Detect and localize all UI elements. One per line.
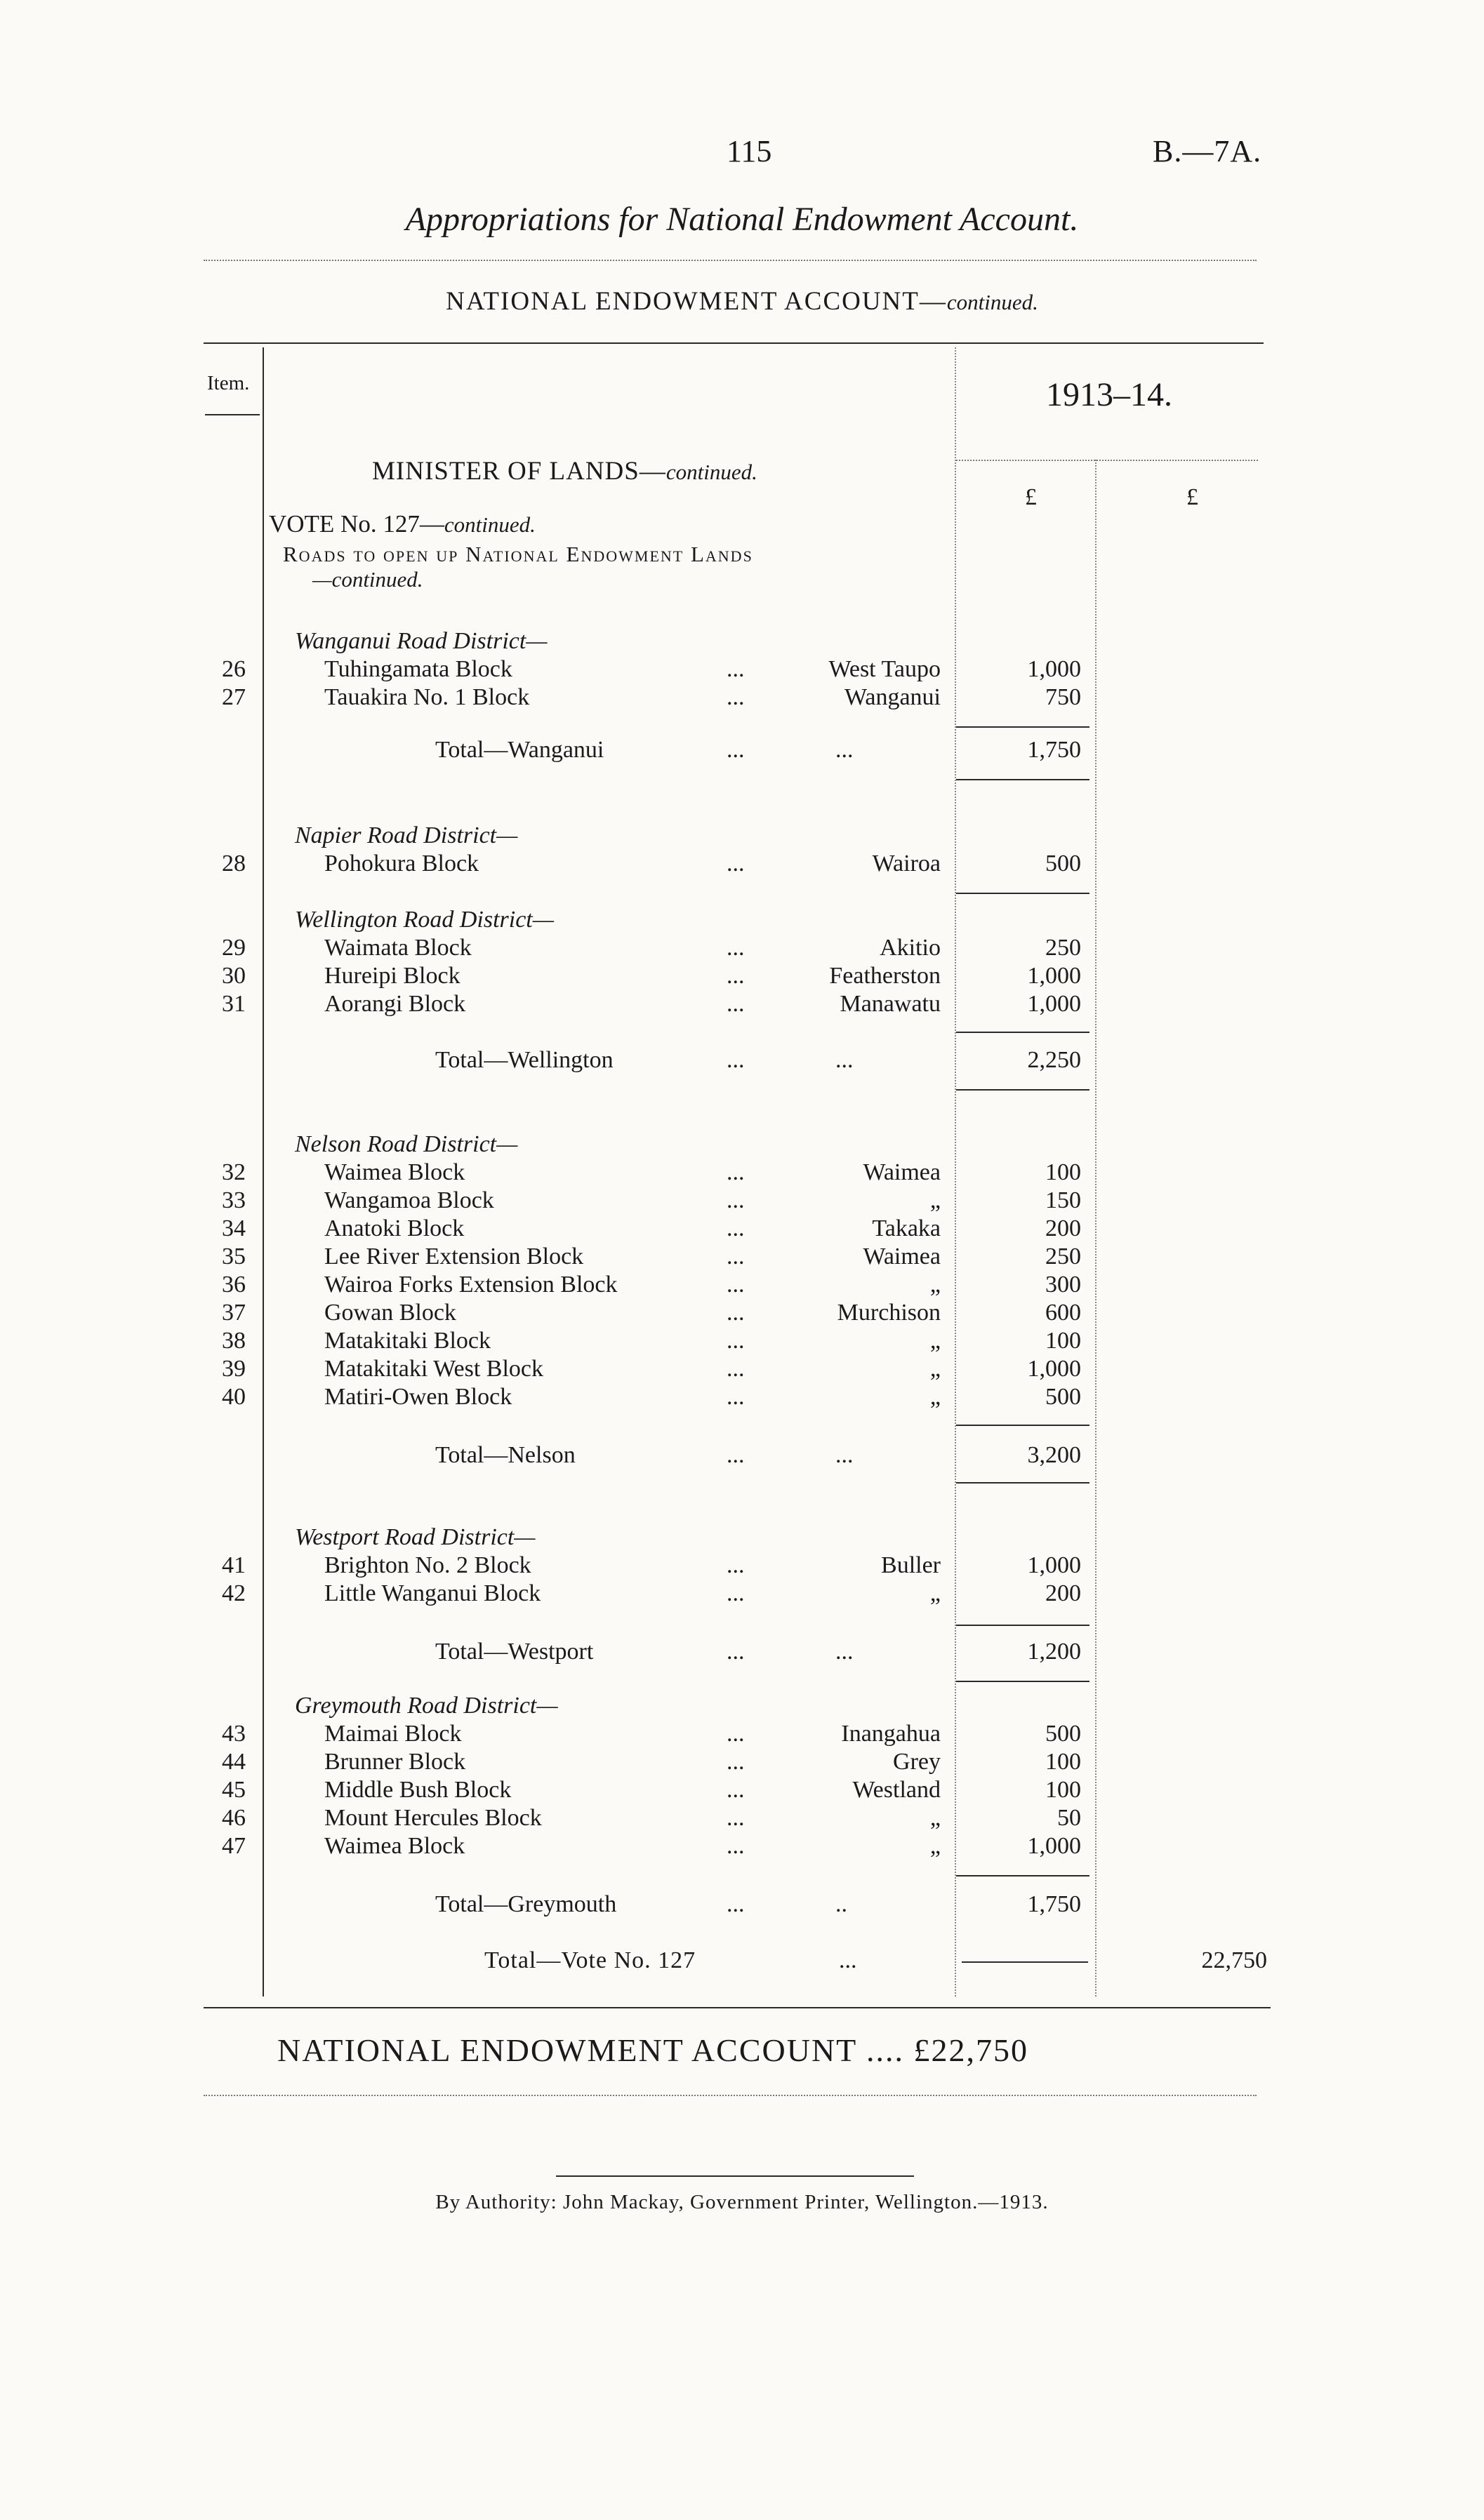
place-name: Takaka — [872, 1215, 941, 1241]
page-number: 115 — [727, 134, 772, 168]
item-number: 45 — [222, 1777, 246, 1803]
item-number: 41 — [222, 1552, 246, 1578]
place-name: Westland — [852, 1777, 941, 1803]
total-rule — [956, 1089, 1089, 1091]
place-name: „ — [929, 1272, 941, 1298]
item-number: 47 — [222, 1833, 246, 1859]
account-total: NATIONAL ENDOWMENT ACCOUNT .... £22,750 — [277, 2032, 1028, 2068]
place-name: „ — [929, 1805, 941, 1831]
currency-header-1: £ — [1025, 484, 1037, 510]
district-total: 1,750 — [1027, 1891, 1081, 1917]
district-total: 1,750 — [1027, 737, 1081, 763]
subtotal-rule — [956, 1625, 1089, 1626]
place-name: Akitio — [880, 935, 941, 961]
leader-dots: ... — [835, 1639, 854, 1665]
place-name: Inangahua — [841, 1721, 941, 1747]
total-rule — [956, 1681, 1089, 1682]
district-total: 1,200 — [1027, 1639, 1081, 1665]
block-name: Matakitaki Block — [324, 1328, 491, 1354]
item-number: 38 — [222, 1328, 246, 1354]
section-title-suffix: continued. — [946, 290, 1038, 314]
amount: 500 — [1045, 1384, 1081, 1410]
leader-dots: ... — [727, 963, 745, 989]
item-number: 34 — [222, 1215, 246, 1241]
document-reference: B.—7A. — [1153, 134, 1262, 168]
vote-total-label: Total—Vote No. 127 — [484, 1947, 696, 1973]
item-number: 27 — [222, 684, 246, 710]
section-title — [0, 286, 1484, 316]
amount: 500 — [1045, 1721, 1081, 1747]
district-heading: Wellington Road District— — [295, 907, 554, 933]
leader-dots: ... — [727, 1891, 745, 1917]
vote-total-amount: 22,750 — [1201, 1947, 1267, 1973]
leader-dots: ... — [727, 656, 745, 682]
district-total-label: Total—Nelson — [435, 1442, 576, 1468]
leader-dots: ... — [727, 1300, 745, 1326]
place-name: „ — [929, 1384, 941, 1410]
amount: 1,000 — [1027, 963, 1081, 989]
district-total-label: Total—Wanganui — [435, 737, 604, 763]
place-name: „ — [929, 1328, 941, 1354]
place-name: „ — [929, 1833, 941, 1859]
block-name: Little Wanganui Block — [324, 1580, 541, 1606]
place-name: „ — [929, 1187, 941, 1213]
district-heading: Wanganui Road District— — [295, 628, 548, 654]
table-bottom-rule — [204, 2007, 1271, 2008]
leader-dots: ... — [727, 684, 745, 710]
place-name: Wairoa — [872, 851, 941, 876]
amount: 100 — [1045, 1777, 1081, 1803]
year-head-rule — [956, 460, 1258, 461]
authority-rule — [556, 2175, 914, 2177]
district-heading: Greymouth Road District— — [295, 1693, 558, 1719]
total-rule — [956, 893, 1089, 894]
district-heading: Napier Road District— — [295, 822, 518, 848]
amount: 100 — [1045, 1159, 1081, 1185]
amount: 1,000 — [1027, 656, 1081, 682]
place-name: Murchison — [837, 1300, 941, 1326]
leader-dots: ... — [835, 1442, 854, 1468]
amount: 100 — [1045, 1749, 1081, 1775]
amount: 1,000 — [1027, 991, 1081, 1017]
subtotal-rule — [956, 726, 1089, 728]
amount: 1,000 — [1027, 1552, 1081, 1578]
amount: 100 — [1045, 1328, 1081, 1354]
place-name: Buller — [881, 1552, 941, 1578]
amount: 150 — [1045, 1187, 1081, 1213]
block-name: Matiri-Owen Block — [324, 1384, 512, 1410]
block-name: Maimai Block — [324, 1721, 462, 1747]
leader-dots: ... — [727, 1805, 745, 1831]
item-number: 40 — [222, 1384, 246, 1410]
item-number: 46 — [222, 1805, 246, 1831]
amount: 1,000 — [1027, 1356, 1081, 1382]
district-total-label: Total—Wellington — [435, 1047, 614, 1073]
vote-title: VOTE No. 127— — [269, 510, 444, 538]
leader-dots: ... — [727, 935, 745, 961]
block-name: Brunner Block — [324, 1749, 466, 1775]
district-total: 3,200 — [1027, 1442, 1081, 1468]
amount: 300 — [1045, 1272, 1081, 1298]
leader-dots: ... — [727, 1442, 745, 1468]
minister-title: MINISTER OF LANDS— — [372, 457, 666, 486]
leader-dots: ... — [835, 737, 854, 763]
place-name: West Taupo — [828, 656, 941, 682]
item-number: 36 — [222, 1272, 246, 1298]
title-rule — [204, 260, 1257, 261]
year-header: 1913–14. — [1046, 376, 1172, 413]
currency-header-2: £ — [1186, 484, 1198, 510]
place-name: „ — [929, 1580, 941, 1606]
place-name: Grey — [893, 1749, 941, 1775]
item-number: 26 — [222, 656, 246, 682]
amount: 250 — [1045, 935, 1081, 961]
place-name: Waimea — [863, 1159, 941, 1185]
leader-dots: ... — [727, 737, 745, 763]
district-total-label: Total—Westport — [435, 1639, 594, 1665]
vote-title-suffix: continued. — [444, 512, 536, 537]
total-rule — [956, 1482, 1089, 1484]
subhead-line-2: —continued. — [312, 567, 423, 592]
leader-dots: ... — [727, 1356, 745, 1382]
amount: 1,000 — [1027, 1833, 1081, 1859]
leader-dots: ... — [727, 1187, 745, 1213]
district-heading: Westport Road District— — [295, 1524, 536, 1550]
item-number: 37 — [222, 1300, 246, 1326]
block-name: Waimea Block — [324, 1833, 465, 1859]
item-number: 42 — [222, 1580, 246, 1606]
leader-dots: .. — [835, 1891, 847, 1917]
item-number: 39 — [222, 1356, 246, 1382]
page-title: Appropriations for National Endowment Account. — [405, 201, 1079, 238]
block-name: Middle Bush Block — [324, 1777, 512, 1803]
block-name: Gowan Block — [324, 1300, 456, 1326]
item-number: 31 — [222, 991, 246, 1017]
item-number: 28 — [222, 851, 246, 876]
leader-dots: ... — [727, 851, 745, 876]
subtotal-rule — [956, 1032, 1089, 1033]
leader-dots: ... — [727, 1384, 745, 1410]
total-rule — [956, 779, 1089, 780]
block-name: Mount Hercules Block — [324, 1805, 542, 1831]
leader-dots: ... — [727, 1552, 745, 1578]
block-name: Pohokura Block — [324, 851, 479, 876]
amount: 600 — [1045, 1300, 1081, 1326]
leader-dots: ... — [727, 1215, 745, 1241]
amount: 200 — [1045, 1580, 1081, 1606]
section-title-text: NATIONAL ENDOWMENT ACCOUNT— — [446, 287, 947, 316]
item-number: 29 — [222, 935, 246, 961]
leader-dots: ... — [727, 1749, 745, 1775]
leader-dots: ... — [835, 1047, 854, 1073]
leader-dots: ... — [727, 1721, 745, 1747]
subtotal-rule — [956, 1425, 1089, 1426]
place-name: Featherston — [829, 963, 941, 989]
district-heading: Nelson Road District— — [295, 1131, 518, 1157]
block-name: Matakitaki West Block — [324, 1356, 544, 1382]
leader-dots: ... — [727, 991, 745, 1017]
printer-authority: By Authority: John Mackay, Government Printer, Wellington.—1913. — [435, 2191, 1049, 2213]
place-name: Manawatu — [840, 991, 941, 1017]
leader-dots: ... — [727, 1833, 745, 1859]
block-name: Aorangi Block — [324, 991, 466, 1017]
block-name: Anatoki Block — [324, 1215, 465, 1241]
amount: 50 — [1057, 1805, 1081, 1831]
amount: 500 — [1045, 851, 1081, 876]
block-name: Lee River Extension Block — [324, 1244, 584, 1269]
amount: 250 — [1045, 1244, 1081, 1269]
vote-total-dash — [962, 1961, 1088, 1963]
block-name: Wangamoa Block — [324, 1187, 494, 1213]
amount: 200 — [1045, 1215, 1081, 1241]
item-column-header: Item. — [207, 372, 250, 394]
item-number: 32 — [222, 1159, 246, 1185]
block-name: Hureipi Block — [324, 963, 461, 989]
leader-dots: ... — [727, 1328, 745, 1354]
item-number: 44 — [222, 1749, 246, 1775]
leader-dots: ... — [727, 1580, 745, 1606]
block-name: Wairoa Forks Extension Block — [324, 1272, 618, 1298]
leader-dots: ... — [727, 1639, 745, 1665]
vote-heading — [269, 510, 536, 538]
item-head-rule — [205, 414, 260, 415]
district-total: 2,250 — [1027, 1047, 1081, 1073]
place-column-divider — [955, 347, 956, 1996]
item-column-divider — [263, 347, 264, 1996]
leader-dots: ... — [727, 1272, 745, 1298]
block-name: Brighton No. 2 Block — [324, 1552, 531, 1578]
block-name: Waimata Block — [324, 935, 472, 961]
item-number: 35 — [222, 1244, 246, 1269]
minister-heading — [372, 456, 757, 486]
item-number: 43 — [222, 1721, 246, 1747]
table-top-rule — [204, 342, 1264, 344]
leader-dots: ... — [727, 1244, 745, 1269]
item-number: 33 — [222, 1187, 246, 1213]
subhead-line-1: Roads to open up National Endowment Lands — [283, 542, 753, 566]
subtotal-rule — [956, 1875, 1089, 1876]
leader-dots: ... — [727, 1047, 745, 1073]
item-number: 30 — [222, 963, 246, 989]
minister-title-suffix: continued. — [665, 460, 757, 484]
block-name: Waimea Block — [324, 1159, 465, 1185]
block-name: Tuhingamata Block — [324, 656, 512, 682]
amount: 750 — [1045, 684, 1081, 710]
leader-dots: ... — [727, 1777, 745, 1803]
place-name: Waimea — [863, 1244, 941, 1269]
block-name: Tauakira No. 1 Block — [324, 684, 530, 710]
leader-dots: ... — [839, 1947, 857, 1973]
leader-dots: ... — [727, 1159, 745, 1185]
place-name: Wanganui — [844, 684, 941, 710]
footer-rule — [204, 2095, 1257, 2096]
amount-column-divider — [1095, 460, 1097, 1996]
district-total-label: Total—Greymouth — [435, 1891, 617, 1917]
place-name: „ — [929, 1356, 941, 1382]
